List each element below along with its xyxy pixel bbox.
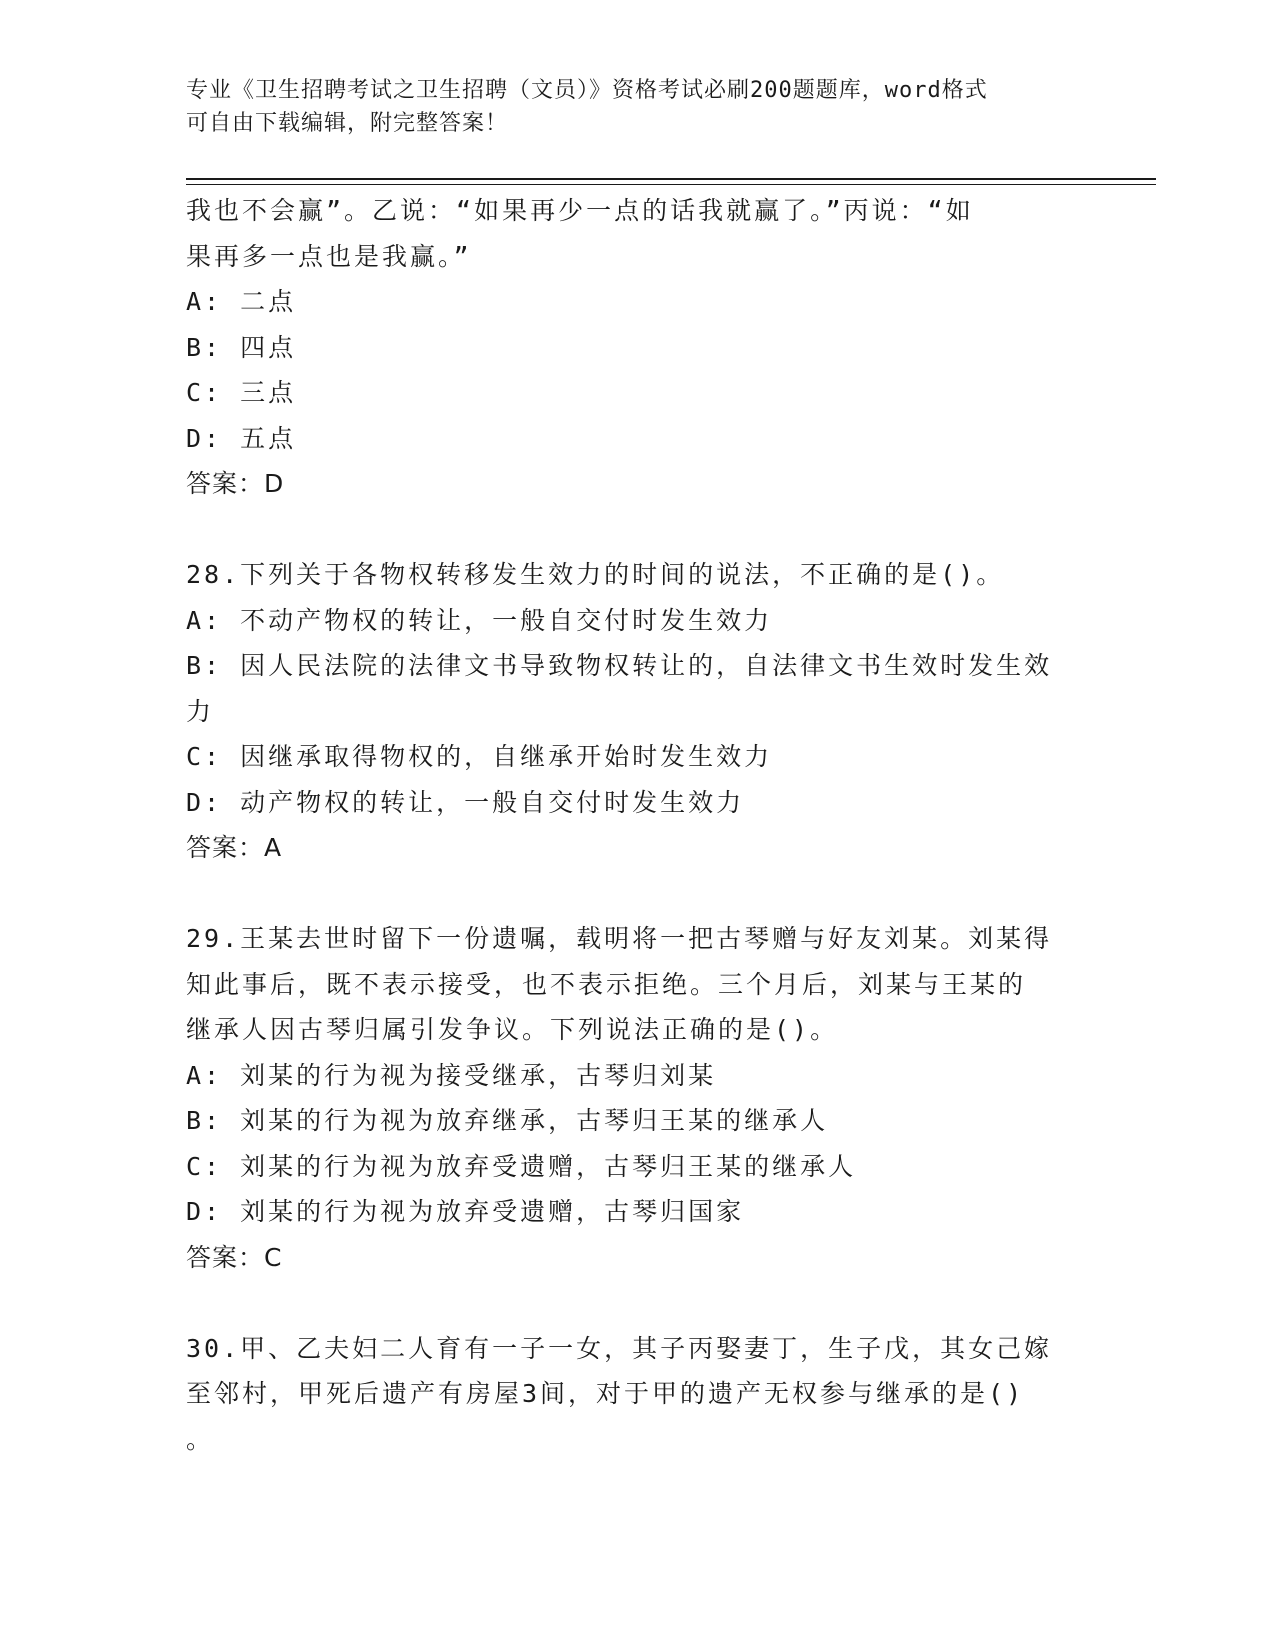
question-stem-line: 知此事后，既不表示接受，也不表示拒绝。三个月后，刘某与王某的: [186, 969, 1027, 999]
question-continuation: [186, 188, 1066, 507]
option-d: D: 动产物权的转让，一般自交付时发生效力: [186, 787, 745, 817]
question-stem-line: 果再多一点也是我赢。”: [186, 241, 472, 271]
option-d: D: 刘某的行为视为放弃受遗赠，古琴归国家: [186, 1197, 745, 1226]
option-c: C: 因继承取得物权的，自继承开始时发生效力: [186, 742, 773, 771]
document-header: [186, 74, 1066, 140]
question-stem-line: 至邻村，甲死后遗产有房屋3间，对于甲的遗产无权参与继承的是(): [186, 1379, 1025, 1408]
question-stem-line: 30.甲、乙夫妇二人育有一子一女，其子丙娶妻丁，生子戊，其女己嫁: [186, 1333, 1053, 1363]
question-stem-line: 29.王某去世时留下一份遗嘱，载明将一把古琴赠与好友刘某。刘某得: [186, 924, 1053, 953]
option-b: B: 因人民法院的法律文书导致物权转让的，自法律文书生效时发生效: [186, 651, 1053, 680]
option-b: B: 四点: [186, 332, 297, 362]
question-29: [186, 916, 1066, 1280]
option-c: C: 刘某的行为视为放弃受遗赠，古琴归王某的继承人: [186, 1151, 857, 1181]
option-a: A: 刘某的行为视为接受继承，古琴归刘某: [186, 1060, 717, 1090]
header-title-line-2: 可自由下载编辑，附完整答案！: [186, 111, 509, 136]
question-stem-line: 。: [186, 1424, 215, 1454]
spacer: [186, 1280, 1066, 1326]
spacer: [186, 871, 1066, 917]
document-body: [186, 188, 1066, 1462]
option-d: D: 五点: [186, 423, 297, 453]
answer-line: 答案：A: [186, 833, 283, 862]
question-stem: 28.下列关于各物权转移发生效力的时间的说法，不正确的是()。: [186, 560, 1005, 589]
header-title-line-1: 专业《卫生招聘考试之卫生招聘（文员）》资格考试必刷200题题库，word格式: [186, 78, 988, 103]
question-stem-line: 继承人因古琴归属引发争议。下列说法正确的是()。: [186, 1015, 839, 1044]
option-a: A: 二点: [186, 287, 297, 316]
answer-line: 答案：D: [186, 469, 285, 498]
header-divider-thin: [186, 184, 1156, 185]
option-b: B: 刘某的行为视为放弃继承，古琴归王某的继承人: [186, 1106, 829, 1135]
header-divider-thick: [186, 178, 1156, 180]
question-stem-line: 我也不会赢”。乙说：“如果再少一点的话我就赢了。”丙说：“如: [186, 196, 974, 225]
option-b-continued: 力: [186, 696, 215, 726]
option-c: C: 三点: [186, 378, 297, 407]
spacer: [186, 507, 1066, 553]
question-28: [186, 552, 1066, 871]
option-a: A: 不动产物权的转让，一般自交付时发生效力: [186, 605, 773, 635]
answer-line: 答案：C: [186, 1242, 283, 1272]
question-30: [186, 1326, 1066, 1463]
